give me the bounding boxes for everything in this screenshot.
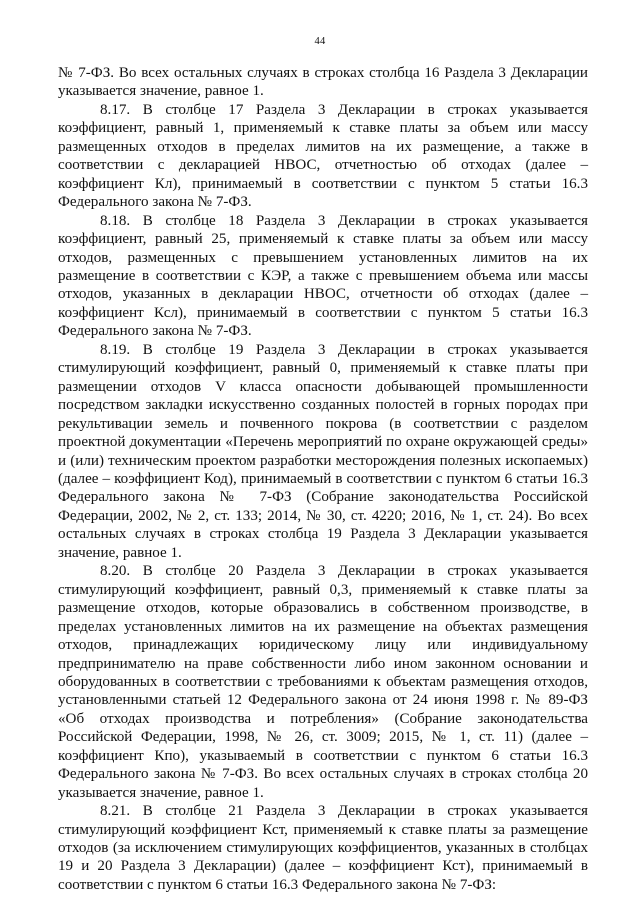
paragraph-8-21: 8.21. В столбце 21 Раздела 3 Декларации в строках указывается стимулирующий коэффициент Кст, применяемый к ставке платы за размещение отходов (за исключением стимулирующих коэффициентов, указанных в столбцах 19 и 20 Раздела 3 Декларации) (далее – коэффициент Кст), принимаемый в соответствии с пунктом 6 статьи 16.3 Федерального закона № 7-ФЗ: — [58, 803, 588, 893]
document-body — [58, 64, 588, 894]
paragraph-continuation: № 7-ФЗ. Во всех остальных случаях в строках столбца 16 Раздела 3 Декларации указывается значение, равное 1. — [58, 65, 588, 100]
paragraph-8-20: 8.20. В столбце 20 Раздела 3 Декларации в строках указывается стимулирующий коэффициент, равный 0,3, применяемый к ставке платы за размещение отходов, которые образовались в собственном производстве, в пределах установленных лимитов на их размещение на объектах размещения отходов, принадлежащих юридическому лицу или индивидуальному предпринимателю на праве собственности либо ином законном основании и оборудованных в соответствии с требованиями к объектам размещения отходов, установленными статьей 12 Федерального закона от 24 июня 1998 г. № 89-ФЗ «Об отходах производства и потребления» (Собрание законодательства Российской Федерации, 1998, № 26, ст. 3009; 2015, № 1, ст. 11) (далее – коэффициент Кпо), указываемый в соответствии с пунктом 6 статьи 16.3 Федерального закона № 7-ФЗ. Во всех остальных случаях в строках столбца 20 указывается значение, равное 1. — [58, 563, 588, 801]
paragraph-8-19: 8.19. В столбце 19 Раздела 3 Декларации в строках указывается стимулирующий коэффициент, равный 0, применяемый к ставке платы при размещении отходов V класса опасности добывающей промышленности посредством закладки искусственно созданных полостей в горных породах при рекультивации земель и почвенного покрова (в соответствии с разделом проектной документации «Перечень мероприятий по охране окружающей среды» и (или) техническим проектом разработки месторождения полезных ископаемых) (далее – коэффициент Код), принимаемый в соответствии с пунктом 6 статьи 16.3 Федерального закона № 7-ФЗ (Собрание законодательства Российской Федерации, 2002, № 2, ст. 133; 2014, № 30, ст. 4220; 2016, № 1, ст. 24). Во всех остальных случаях в строках столбца 19 Раздела 3 Декларации указывается значение, равное 1. — [58, 341, 588, 561]
paragraph-8-17: 8.17. В столбце 17 Раздела 3 Декларации в строках указывается коэффициент, равный 1, применяемый к ставке платы за объем или массу размещенных отходов в пределах лимитов на их размещение, а также в соответствии с декларацией НВОС, отчетностью об отходах (далее – коэффициент Кл), принимаемый в соответствии с пунктом 5 статьи 16.3 Федерального закона № 7-ФЗ. — [58, 101, 588, 211]
paragraph-8-18: 8.18. В столбце 18 Раздела 3 Декларации в строках указывается коэффициент, равный 25, применяемый к ставке платы за объем или массу отходов, размещенных с превышением установленных лимитов на их размещение в соответствии с КЭР, а также с превышением объема или массы отходов, указанных в декларации НВОС, отчетности об отходах (далее – коэффициент Ксл), принимаемый в соответствии с пунктом 5 статьи 16.3 Федерального закона № 7-ФЗ. — [58, 212, 588, 340]
page-number: 44 — [314, 36, 326, 47]
